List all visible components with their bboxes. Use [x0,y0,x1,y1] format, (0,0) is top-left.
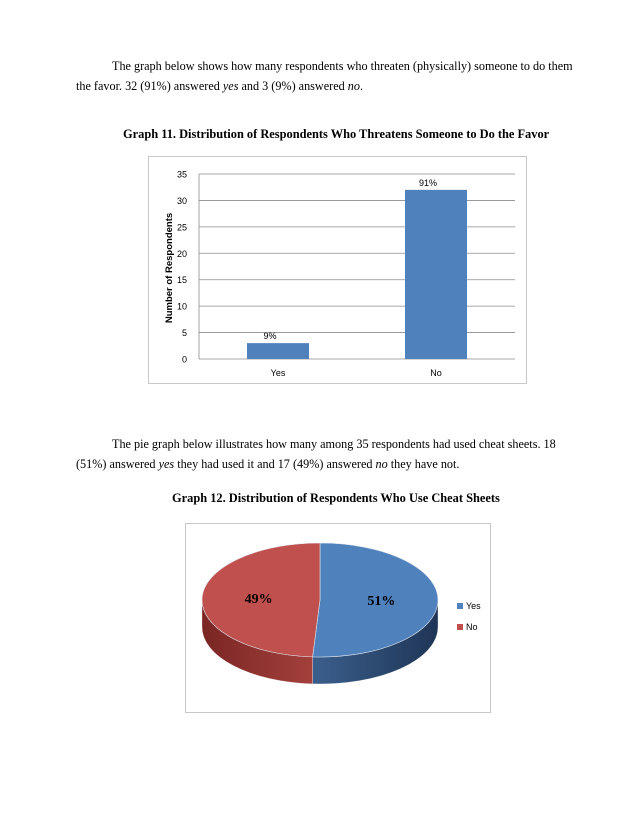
pie-data-label: 49% [244,592,273,608]
gridlines [199,174,515,359]
text-run: The graph below shows how many respondents who threaten (physically) someone to do them the favor. 32 (91%) answered [76,59,573,93]
data-label: 9% [263,331,277,342]
y-tick-label: 30 [176,195,187,206]
text-run: and 3 (9%) answered [238,79,348,93]
x-tick-label: No [430,368,442,378]
bar-no [405,190,467,359]
text-run: . [359,79,363,93]
pie-chart-frame [185,523,491,713]
graph12-title: Graph 12. Distribution of Respondents Who Use Cheat Sheets [172,491,500,505]
paragraph-graph12-intro [76,434,576,474]
y-axis-label: Number of Respondents [164,212,175,324]
text-run: they have not. [387,457,460,471]
bar-yes [247,343,309,359]
y-tick-label: 20 [176,248,187,259]
bars [247,190,467,359]
graph11-title: Graph 11. Distribution of Respondents Who Threatens Someone to Do the Favor [123,127,550,141]
paragraph-graph11-intro [76,56,576,96]
x-tick-label: Yes [270,368,286,378]
emphasis-no: no [375,457,388,471]
legend-label: Yes [466,601,481,611]
bar-chart [149,157,526,383]
pie-chart [186,524,490,712]
emphasis-no: no [347,79,360,93]
y-tick-label: 10 [176,301,187,312]
emphasis-yes: yes [158,457,175,471]
legend-label: No [466,622,478,632]
text-run: The pie graph below illustrates how many among 35 respondents had used cheat sheets. 18 (51%) answered [76,437,556,471]
emphasis-yes: yes [222,79,239,93]
y-tick-label: 35 [176,169,187,180]
data-label: 91% [418,177,438,188]
y-tick-label: 25 [176,222,187,233]
text-run: they had used it and 17 (49%) answered [174,457,376,471]
legend-swatch [457,624,463,630]
y-tick-label: 5 [181,328,187,339]
bar-chart-frame [148,156,527,384]
y-tick-label: 0 [181,354,187,365]
legend [457,601,481,632]
pie-slices [202,543,438,684]
y-tick-labels [177,170,187,365]
x-tick-labels [271,368,442,378]
pie-data-label: 51% [367,593,396,609]
y-tick-label: 15 [176,275,187,286]
legend-swatch [457,603,463,609]
